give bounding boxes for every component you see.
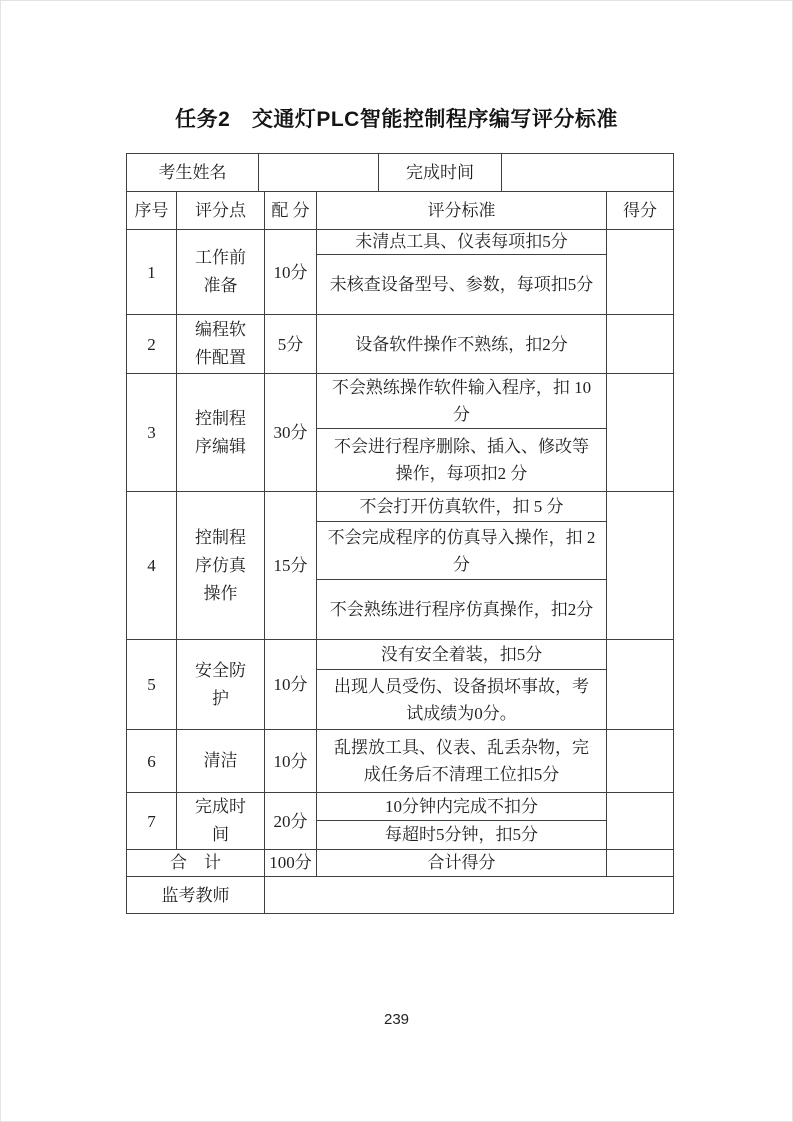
seq-cell: 2 [127, 315, 177, 374]
score-cell [607, 230, 674, 315]
criteria-cell: 不会打开仿真软件，扣 5 分 [317, 492, 607, 522]
col-header-point: 评分点 [177, 192, 265, 230]
table-row [127, 230, 674, 255]
allocation-cell: 20分 [265, 793, 317, 850]
seq-cell: 5 [127, 640, 177, 730]
criteria-cell: 10分钟内完成不扣分 [317, 793, 607, 821]
allocation-cell: 15分 [265, 492, 317, 640]
score-cell [607, 793, 674, 850]
point-text: 安全防护 [195, 660, 246, 708]
score-cell [607, 730, 674, 793]
info-row [127, 154, 674, 192]
seq-cell: 7 [127, 793, 177, 850]
seq-cell: 1 [127, 230, 177, 315]
table-row [127, 793, 674, 821]
criteria-cell: 不会进行程序删除、插入、修改等操作，每项扣2 分 [317, 429, 607, 492]
point-cell [177, 730, 265, 793]
completion-time-label: 完成时间 [379, 154, 502, 192]
criteria-cell: 不会完成程序的仿真导入操作，扣 2分 [317, 522, 607, 580]
seq-cell: 4 [127, 492, 177, 640]
table-row [127, 640, 674, 670]
criteria-cell: 设备软件操作不熟练，扣2分 [317, 315, 607, 374]
point-text: 编程软件配置 [195, 320, 246, 367]
col-header-seq: 序号 [127, 192, 177, 230]
point-text: 控制程序编辑 [195, 408, 246, 456]
point-text: 清洁 [203, 751, 238, 770]
info-row-table [126, 153, 674, 192]
header-row [127, 192, 674, 230]
table-row [127, 315, 674, 374]
allocation-cell: 10分 [265, 640, 317, 730]
criteria-table [126, 191, 674, 914]
table-row [127, 492, 674, 522]
point-text: 工作前准备 [195, 248, 246, 295]
point-text: 完成时间 [195, 797, 246, 844]
score-cell [607, 640, 674, 730]
allocation-cell: 10分 [265, 730, 317, 793]
point-cell [177, 793, 265, 850]
completion-time-value-cell [502, 154, 674, 192]
invigilator-label: 监考教师 [127, 877, 265, 914]
point-cell [177, 230, 265, 315]
col-header-score: 得分 [607, 192, 674, 230]
criteria-cell: 没有安全着装，扣5分 [317, 640, 607, 670]
point-cell [177, 640, 265, 730]
criteria-cell: 不会熟练进行程序仿真操作，扣2分 [317, 580, 607, 640]
total-score-cell [607, 850, 674, 877]
col-header-allocation: 配 分 [265, 192, 317, 230]
candidate-name-value-cell [259, 154, 379, 192]
point-text: 控制程序仿真操作 [195, 527, 246, 603]
invigilator-row [127, 877, 674, 914]
point-cell [177, 492, 265, 640]
point-cell [177, 374, 265, 492]
page-title: 任务2 交通灯PLC智能控制程序编写评分标准 [175, 108, 618, 131]
criteria-cell: 每超时5分钟，扣5分 [317, 821, 607, 850]
seq-cell: 6 [127, 730, 177, 793]
total-label: 合 计 [127, 850, 265, 877]
allocation-cell: 30分 [265, 374, 317, 492]
page-number: 239 [383, 1011, 410, 1028]
candidate-name-label: 考生姓名 [127, 154, 259, 192]
table-row [127, 730, 674, 793]
point-cell [177, 315, 265, 374]
criteria-cell: 未核查设备型号、参数，每项扣5分 [317, 255, 607, 315]
total-row [127, 850, 674, 877]
seq-cell: 3 [127, 374, 177, 492]
score-cell [607, 315, 674, 374]
total-score-label: 合计得分 [317, 850, 607, 877]
scoring-table [126, 153, 673, 914]
score-cell [607, 492, 674, 640]
invigilator-value-cell [265, 877, 674, 914]
total-allocation: 100分 [265, 850, 317, 877]
score-cell [607, 374, 674, 492]
table-row [127, 374, 674, 429]
allocation-cell: 5分 [265, 315, 317, 374]
criteria-cell: 未清点工具、仪表每项扣5分 [317, 230, 607, 255]
criteria-cell: 乱摆放工具、仪表、乱丢杂物，完成任务后不清理工位扣5分 [317, 730, 607, 793]
criteria-cell: 不会熟练操作软件输入程序，扣 10 分 [317, 374, 607, 429]
criteria-cell: 出现人员受伤、设备损坏事故，考试成绩为0分。 [317, 670, 607, 730]
allocation-cell: 10分 [265, 230, 317, 315]
col-header-criteria: 评分标准 [317, 192, 607, 230]
